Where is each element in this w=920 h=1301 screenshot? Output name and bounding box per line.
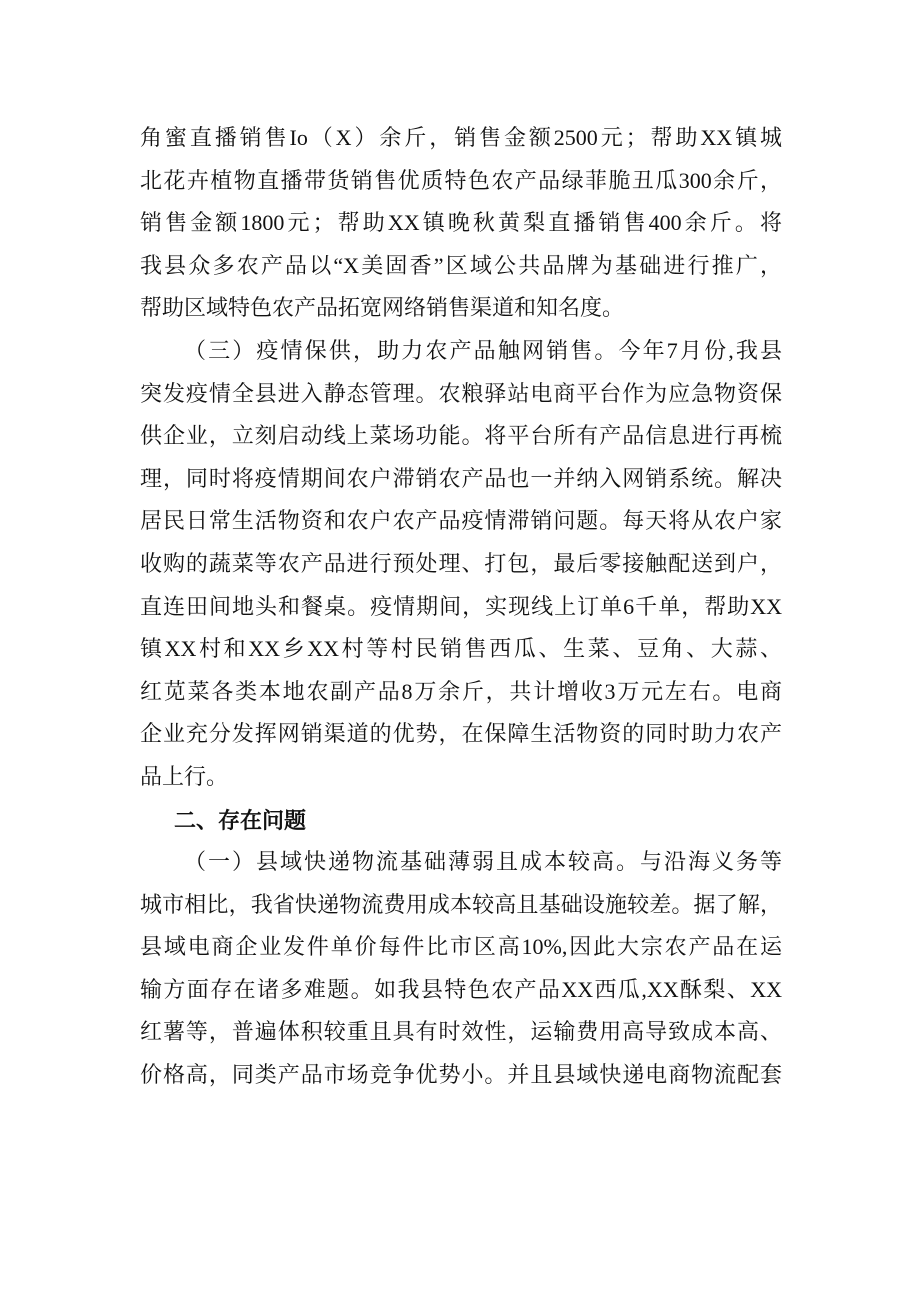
text-line: 县域电商企业发件单价每件比市区高10%,因此大宗农产品在运: [140, 934, 782, 960]
section-heading: 二、存在问题: [174, 808, 307, 834]
text-line: （一）县域快递物流基础薄弱且成本较高。与沿海义务等: [184, 849, 782, 875]
text-line: 理，同时将疫情期间农户滞销农产品也一并纳入网销系统。解决: [140, 465, 782, 491]
text-line: 北花卉植物直播带货销售优质特色农产品绿菲脆丑瓜300余斤，: [140, 167, 782, 193]
paragraph-livestream-sales: [140, 117, 782, 330]
text-line: 帮助区域特色农产品拓宽网络销售渠道和知名度。: [140, 295, 625, 321]
text-line: 输方面存在诸多难题。如我县特色农产品XX西瓜,XX酥梨、XX: [140, 976, 782, 1002]
text-line: 红苋菜各类本地农副产品8万余斤，共计增收3万元左右。电商: [140, 678, 782, 704]
text-line: 销售金额1800元；帮助XX镇晚秋黄梨直播销售400余斤。将: [140, 210, 782, 236]
text-line: 企业充分发挥网销渠道的优势，在保障生活物资的同时助力农产: [140, 721, 782, 747]
text-line: 角蜜直播销售Io（X）余斤，销售金额2500元；帮助XX镇城: [140, 125, 782, 150]
text-line: 价格高，同类产品市场竞争优势小。并且县域快递电商物流配套: [140, 1062, 782, 1088]
paragraph-logistics-problem: [140, 841, 782, 1097]
text-line: 直连田间地头和餐桌。疫情期间，实现线上订单6千单，帮助XX: [140, 593, 782, 619]
text-line: 收购的蔬菜等农产品进行预处理、打包，最后零接触配送到户，: [140, 550, 782, 576]
text-line: 品上行。: [140, 763, 229, 789]
text-line: 镇XX村和XX乡XX村等村民销售西瓜、生菜、豆角、大蒜、: [140, 636, 782, 662]
text-line: 突发疫情全县进入静态管理。农粮驿站电商平台作为应急物资保: [140, 380, 782, 406]
text-line: 居民日常生活物资和农户农产品疫情滞销问题。每天将从农户家: [140, 508, 782, 534]
text-line: 城市相比，我省快递物流费用成本较高且基础设施较差。据了解，: [140, 891, 782, 917]
document-page: [140, 117, 782, 1097]
paragraph-epidemic-supply: [140, 330, 782, 799]
text-line: 红薯等，普遍体积较重且具有时效性，运输费用高导致成本高、: [140, 1019, 782, 1045]
text-line: 供企业，立刻启动线上菜场功能。将平台所有产品信息进行再梳: [140, 423, 782, 449]
text-line: 我县众多农产品以“X美固香”区域公共品牌为基础进行推广，: [140, 252, 782, 278]
text-line: （三）疫情保供，助力农产品触网销售。今年7月份,我县: [184, 337, 782, 363]
